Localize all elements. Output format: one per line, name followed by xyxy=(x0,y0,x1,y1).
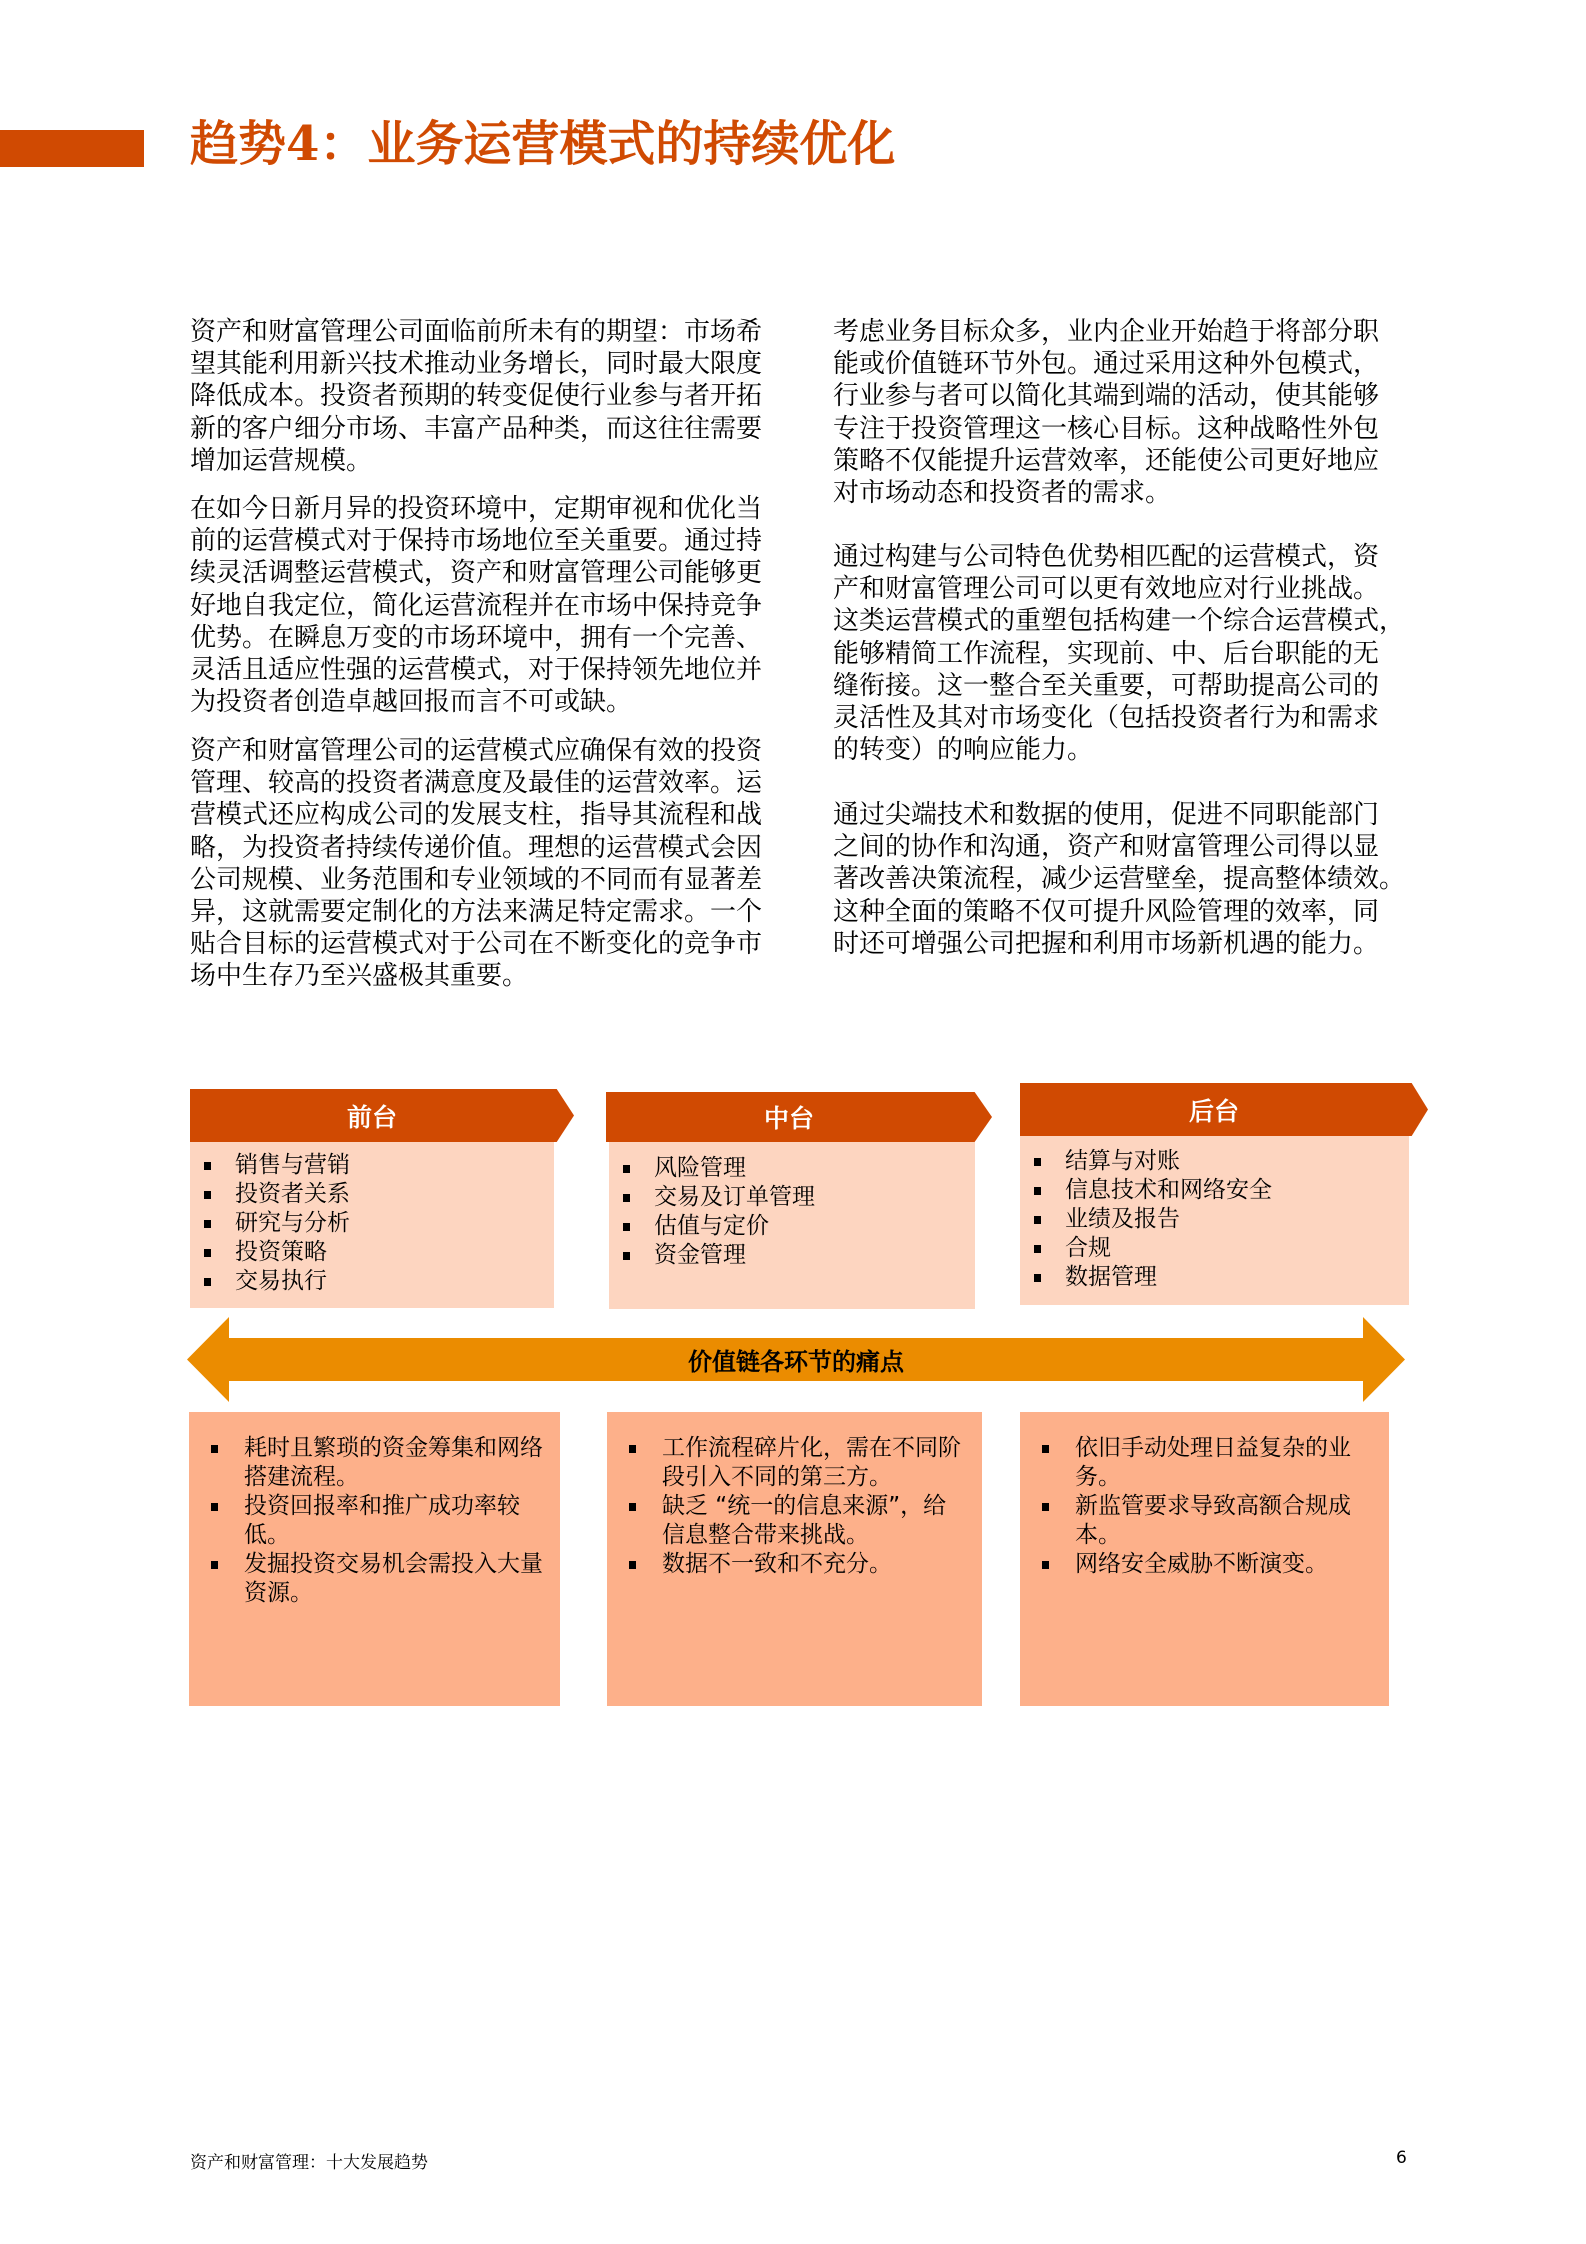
paragraph-line: 考虑业务目标众多，业内企业开始趋于将部分职 xyxy=(833,317,1380,347)
list-item: 业绩及报告 xyxy=(1020,1205,1409,1234)
list-item: 数据管理 xyxy=(1020,1263,1409,1292)
stage-header-front-office: 前台 xyxy=(190,1089,574,1142)
paragraph-line: 资产和财富管理公司面临前所未有的期望：市场希 xyxy=(190,317,763,347)
list-item: 资金管理 xyxy=(609,1241,975,1270)
left-paragraph-2 xyxy=(190,493,830,718)
list-item: 销售与营销 xyxy=(190,1151,554,1180)
list-item: 交易执行 xyxy=(190,1267,554,1296)
left-paragraph-3 xyxy=(190,735,830,993)
paragraph-line: 在如今日新月异的投资环境中，定期审视和优化当 xyxy=(190,494,763,524)
pain-point-list xyxy=(607,1412,982,1579)
list-item: 缺乏 “统一的信息来源”，给信息整合带来挑战。 xyxy=(607,1492,968,1550)
list-item: 结算与对账 xyxy=(1020,1147,1409,1176)
paragraph-line: 的转变）的响应能力。 xyxy=(833,735,1094,766)
list-item: 投资回报率和推广成功率较低。 xyxy=(189,1492,546,1550)
stage-header-middle-office: 中台 xyxy=(606,1092,992,1142)
stage-item-list xyxy=(609,1142,975,1270)
paragraph-line: 续灵活调整运营模式，资产和财富管理公司能够更 xyxy=(190,558,763,589)
paragraph-line: 灵活且适应性强的运营模式，对于保持领先地位并 xyxy=(190,655,763,686)
stage-body-middle-office xyxy=(609,1142,975,1309)
arrow-label: 价值链各环节的痛点 xyxy=(688,1348,904,1376)
paragraph-line: 增加运营规模。 xyxy=(190,445,373,476)
paragraph-line: 异，这就需要定制化的方法来满足特定需求。一个 xyxy=(190,897,763,928)
list-item: 风险管理 xyxy=(609,1154,975,1183)
paragraph-line: 对市场动态和投资者的需求。 xyxy=(833,478,1172,509)
list-item: 估值与定价 xyxy=(609,1212,975,1241)
list-item: 发掘投资交易机会需投入大量资源。 xyxy=(189,1550,546,1608)
stage-item-list xyxy=(1020,1136,1409,1292)
paragraph-line: 新的客户细分市场、丰富产品种类，而这往往需要 xyxy=(190,413,763,444)
paragraph-line: 优势。在瞬息万变的市场环境中，拥有一个完善、 xyxy=(190,622,763,653)
paragraph-line: 降低成本。投资者预期的转变促使行业参与者开拓 xyxy=(190,381,763,412)
paragraph-line: 营模式还应构成公司的发展支柱，指导其流程和战 xyxy=(190,800,763,831)
paragraph-line: 为投资者创造卓越回报而言不可或缺。 xyxy=(190,687,633,718)
paragraph-line: 灵活性及其对市场变化（包括投资者行为和需求 xyxy=(833,703,1380,734)
paragraph-line: 能够精简工作流程，实现前、中、后台职能的无 xyxy=(833,638,1380,669)
paragraph-line: 公司规模、业务范围和专业领域的不同而有显著差 xyxy=(190,864,763,895)
list-item: 投资策略 xyxy=(190,1238,554,1267)
pain-points-front-office xyxy=(189,1412,560,1706)
paragraph-line: 时还可增强公司把握和利用市场新机遇的能力。 xyxy=(833,928,1380,959)
paragraph-line: 行业参与者可以简化其端到端的活动，使其能够 xyxy=(833,381,1380,412)
stage-body-back-office xyxy=(1020,1136,1409,1305)
paragraph-line: 能或价值链环节外包。通过采用这种外包模式， xyxy=(833,349,1380,380)
paragraph-line: 管理、较高的投资者满意度及最佳的运营效率。运 xyxy=(190,768,763,799)
paragraph-line: 著改善决策流程，减少运营壁垒，提高整体绩效。 xyxy=(833,864,1406,895)
right-paragraph-3 xyxy=(833,799,1473,960)
list-item: 耗时且繁琐的资金筹集和网络搭建流程。 xyxy=(189,1434,546,1492)
paragraph-line: 这种全面的策略不仅可提升风险管理的效率，同 xyxy=(833,896,1380,927)
pain-points-back-office xyxy=(1020,1412,1389,1706)
list-item: 网络安全威胁不断演变。 xyxy=(1020,1550,1375,1579)
paragraph-line: 贴合目标的运营模式对于公司在不断变化的竞争市 xyxy=(190,929,763,960)
paragraph-line: 通过构建与公司特色优势相匹配的运营模式，资 xyxy=(833,542,1380,572)
left-paragraph-1 xyxy=(190,316,830,477)
stage-header-back-office: 后台 xyxy=(1020,1083,1428,1136)
page-number: 6 xyxy=(1396,2148,1407,2168)
paragraph-line: 专注于投资管理这一核心目标。这种战略性外包 xyxy=(833,413,1380,444)
list-item: 信息技术和网络安全 xyxy=(1020,1176,1409,1205)
paragraph-line: 缝衔接。这一整合至关重要，可帮助提高公司的 xyxy=(833,670,1380,701)
paragraph-line: 场中生存乃至兴盛极其重要。 xyxy=(190,961,529,992)
value-chain-double-arrow xyxy=(187,1317,1405,1402)
paragraph-line: 望其能利用新兴技术推动业务增长，同时最大限度 xyxy=(190,349,763,380)
right-paragraph-1 xyxy=(833,316,1473,509)
list-item: 依旧手动处理日益复杂的业务。 xyxy=(1020,1434,1375,1492)
list-item: 合规 xyxy=(1020,1234,1409,1263)
list-item: 数据不一致和不充分。 xyxy=(607,1550,968,1579)
paragraph-line: 之间的协作和沟通，资产和财富管理公司得以显 xyxy=(833,832,1380,863)
paragraph-line: 略，为投资者持续传递价值。理想的运营模式会因 xyxy=(190,832,763,863)
paragraph-line: 通过尖端技术和数据的使用，促进不同职能部门 xyxy=(833,800,1380,830)
paragraph-line: 资产和财富管理公司的运营模式应确保有效的投资 xyxy=(190,736,763,766)
title-accent-bar xyxy=(0,130,144,167)
list-item: 研究与分析 xyxy=(190,1209,554,1238)
paragraph-line: 策略不仅能提升运营效率，还能使公司更好地应 xyxy=(833,445,1380,476)
pain-points-middle-office xyxy=(607,1412,982,1706)
pain-point-list xyxy=(189,1412,560,1608)
stage-item-list xyxy=(190,1142,554,1296)
paragraph-line: 前的运营模式对于保持市场地位至关重要。通过持 xyxy=(190,526,763,557)
list-item: 工作流程碎片化，需在不同阶段引入不同的第三方。 xyxy=(607,1434,968,1492)
paragraph-line: 这类运营模式的重塑包括构建一个综合运营模式， xyxy=(833,606,1406,637)
list-item: 投资者关系 xyxy=(190,1180,554,1209)
page-title: 趋势4：业务运营模式的持续优化 xyxy=(190,116,896,172)
list-item: 交易及订单管理 xyxy=(609,1183,975,1212)
right-paragraph-2 xyxy=(833,541,1473,766)
paragraph-line: 产和财富管理公司可以更有效地应对行业挑战。 xyxy=(833,574,1380,605)
pain-point-list xyxy=(1020,1412,1389,1579)
stage-body-front-office xyxy=(190,1142,554,1308)
list-item: 新监管要求导致高额合规成本。 xyxy=(1020,1492,1375,1550)
footer-document-title: 资产和财富管理：十大发展趋势 xyxy=(190,2153,428,2173)
paragraph-line: 好地自我定位，简化运营流程并在市场中保持竞争 xyxy=(190,590,763,621)
